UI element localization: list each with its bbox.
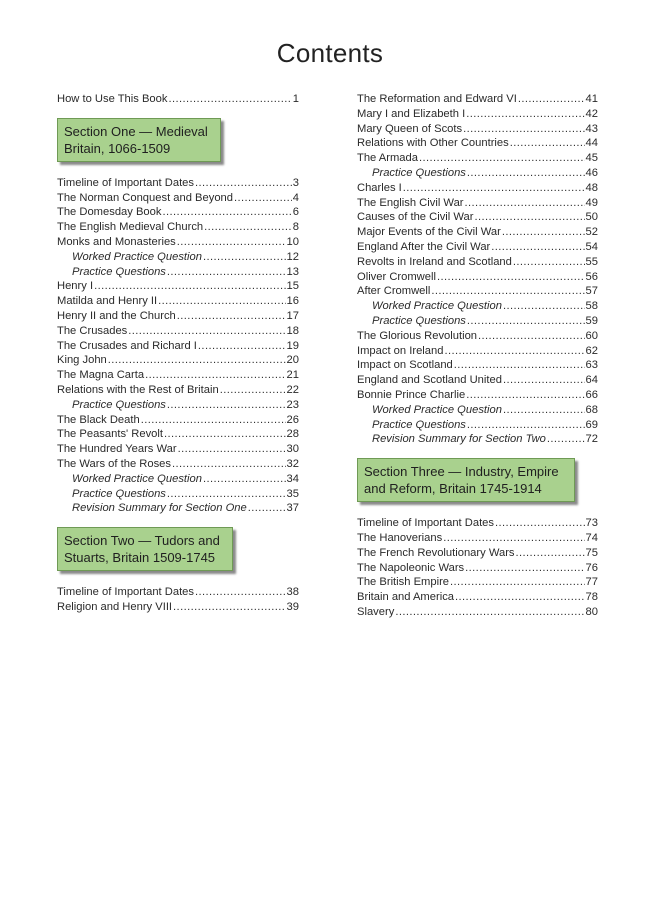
leader-dots xyxy=(203,472,286,487)
leader-dots xyxy=(248,501,286,516)
leader-dots xyxy=(463,122,584,137)
contents-entry xyxy=(357,403,598,418)
leader-dots xyxy=(141,413,286,428)
contents-entry xyxy=(57,413,299,428)
entry-title: Matilda and Henry II xyxy=(57,295,158,308)
section-two-heading: Section Two — Tudors and Stuarts, Britain 1509-1745 xyxy=(57,527,233,571)
leader-dots xyxy=(403,181,585,196)
leader-dots xyxy=(167,487,286,502)
contents-entry xyxy=(357,344,598,359)
contents-entry xyxy=(57,309,299,324)
leader-dots xyxy=(444,344,584,359)
contents-entry xyxy=(357,196,598,211)
leader-dots xyxy=(204,220,292,235)
entry-page-number: 48 xyxy=(585,181,598,194)
intro-list xyxy=(57,92,299,107)
entry-page-number: 73 xyxy=(585,517,598,530)
contents-entry xyxy=(57,472,299,487)
contents-entry xyxy=(357,240,598,255)
entry-page-number: 30 xyxy=(286,443,299,456)
entry-page-number: 35 xyxy=(286,487,299,500)
leader-dots xyxy=(158,294,285,309)
entry-title: The Crusades and Richard I xyxy=(57,339,197,352)
entry-page-number: 62 xyxy=(585,344,598,357)
entry-page-number: 55 xyxy=(585,255,598,268)
contents-entry xyxy=(357,210,598,225)
entry-page-number: 72 xyxy=(585,433,598,446)
contents-entry xyxy=(57,442,299,457)
leader-dots xyxy=(503,373,585,388)
entry-title: Henry I xyxy=(57,280,94,293)
entry-title: Revision Summary for Section One xyxy=(72,502,247,515)
contents-entry xyxy=(357,284,598,299)
contents-entry xyxy=(57,353,299,368)
leader-dots xyxy=(466,388,584,403)
contents-entry xyxy=(357,388,598,403)
contents-entry xyxy=(357,575,598,590)
entry-title: Impact on Ireland xyxy=(357,344,444,357)
contents-entry xyxy=(357,92,598,107)
entry-page-number: 59 xyxy=(585,314,598,327)
entry-title: Revolts in Ireland and Scotland xyxy=(357,255,512,268)
contents-entry xyxy=(357,531,598,546)
leader-dots xyxy=(502,225,585,240)
leader-dots xyxy=(203,250,286,265)
entry-title: Worked Practice Question xyxy=(372,300,502,313)
leader-dots xyxy=(516,546,585,561)
entry-title: Britain and America xyxy=(357,591,455,604)
entry-page-number: 58 xyxy=(585,300,598,313)
entry-title: England and Scotland United xyxy=(357,374,502,387)
entry-page-number: 13 xyxy=(286,265,299,278)
contents-entry xyxy=(357,166,598,181)
entry-page-number: 64 xyxy=(585,374,598,387)
entry-title: Timeline of Important Dates xyxy=(57,586,194,599)
leader-dots xyxy=(195,176,292,191)
leader-dots xyxy=(419,151,585,166)
page-title: Contents xyxy=(276,38,384,68)
leader-dots xyxy=(495,516,585,531)
entry-title: The Hundred Years War xyxy=(57,443,177,456)
leader-dots xyxy=(547,432,585,447)
leader-dots xyxy=(145,368,285,383)
contents-entry xyxy=(357,590,598,605)
entry-page-number: 32 xyxy=(286,457,299,470)
contents-entry xyxy=(57,457,299,472)
entry-title: Timeline of Important Dates xyxy=(357,517,494,530)
contents-entry xyxy=(357,546,598,561)
entry-title: The Crusades xyxy=(57,324,128,337)
entry-page-number: 3 xyxy=(292,176,299,189)
contents-entry xyxy=(357,358,598,373)
entry-title: Practice Questions xyxy=(72,487,166,500)
leader-dots xyxy=(164,427,286,442)
leader-dots xyxy=(220,383,286,398)
entry-title: Practice Questions xyxy=(372,314,466,327)
entry-page-number: 6 xyxy=(292,206,299,219)
leader-dots xyxy=(431,284,584,299)
contents-entry xyxy=(57,176,299,191)
contents-entry xyxy=(357,329,598,344)
contents-entry xyxy=(357,373,598,388)
contents-entry xyxy=(57,368,299,383)
entry-page-number: 4 xyxy=(292,191,299,204)
entry-page-number: 42 xyxy=(585,107,598,120)
leader-dots xyxy=(467,418,585,433)
entry-title: The English Civil War xyxy=(357,196,464,209)
entry-title: The Domesday Book xyxy=(57,206,162,219)
leader-dots xyxy=(177,309,286,324)
leader-dots xyxy=(503,299,585,314)
entry-page-number: 56 xyxy=(585,270,598,283)
contents-entry xyxy=(357,299,598,314)
entry-title: Oliver Cromwell xyxy=(357,270,436,283)
contents-entry xyxy=(57,235,299,250)
leader-dots xyxy=(395,605,584,620)
entry-page-number: 46 xyxy=(585,166,598,179)
leader-dots xyxy=(195,585,286,600)
entry-title: Bonnie Prince Charlie xyxy=(357,388,466,401)
entry-title: Practice Questions xyxy=(72,265,166,278)
section-one-heading: Section One — Medieval Britain, 1066-1509 xyxy=(57,118,221,162)
leader-dots xyxy=(466,107,584,122)
contents-entry xyxy=(357,432,598,447)
contents-entry xyxy=(57,339,299,354)
entry-page-number: 44 xyxy=(585,137,598,150)
contents-entry xyxy=(57,205,299,220)
entry-title: England After the Civil War xyxy=(357,240,491,253)
contents-entry xyxy=(57,92,299,107)
entry-title: The Reformation and Edward VI xyxy=(357,93,517,105)
entry-title: The Black Death xyxy=(57,413,140,426)
contents-entry xyxy=(357,255,598,270)
contents-entry xyxy=(57,383,299,398)
entry-page-number: 12 xyxy=(286,250,299,263)
leader-dots xyxy=(94,279,285,294)
section-one-list xyxy=(57,176,299,516)
entry-page-number: 69 xyxy=(585,418,598,431)
contents-entry xyxy=(57,585,299,600)
leader-dots xyxy=(167,265,286,280)
contents-entry xyxy=(57,265,299,280)
entry-page-number: 34 xyxy=(286,472,299,485)
contents-entry xyxy=(357,516,598,531)
entry-page-number: 16 xyxy=(286,295,299,308)
entry-title: Relations with the Rest of Britain xyxy=(57,383,219,396)
entry-page-number: 54 xyxy=(585,240,598,253)
entry-page-number: 77 xyxy=(585,576,598,589)
entry-page-number: 50 xyxy=(585,211,598,224)
entry-title: Henry II and the Church xyxy=(57,309,176,322)
entry-title: The Glorious Revolution xyxy=(357,329,478,342)
contents-entry xyxy=(357,561,598,576)
entry-title: The Magna Carta xyxy=(57,369,145,382)
entry-title: The Hanoverians xyxy=(357,531,443,544)
contents-entry xyxy=(57,250,299,265)
section-three-list xyxy=(357,516,598,620)
leader-dots xyxy=(465,561,584,576)
contents-entry xyxy=(357,225,598,240)
contents-entry xyxy=(357,270,598,285)
entry-page-number: 39 xyxy=(286,600,299,613)
entry-title: Causes of the Civil War xyxy=(357,211,474,224)
leader-dots xyxy=(168,92,291,107)
entry-page-number: 49 xyxy=(585,196,598,209)
entry-title: The Napoleonic Wars xyxy=(357,561,465,574)
entry-page-number: 45 xyxy=(585,152,598,165)
entry-page-number: 43 xyxy=(585,122,598,135)
entry-title: The Norman Conquest and Beyond xyxy=(57,191,234,204)
contents-entry xyxy=(57,220,299,235)
entry-page-number: 20 xyxy=(286,354,299,367)
leader-dots xyxy=(510,136,585,151)
leader-dots xyxy=(450,575,585,590)
leader-dots xyxy=(503,403,585,418)
contents-entry xyxy=(57,501,299,516)
leader-dots xyxy=(474,210,584,225)
entry-page-number: 76 xyxy=(585,561,598,574)
entry-page-number: 60 xyxy=(585,329,598,342)
contents-entry xyxy=(57,398,299,413)
entry-title: Revision Summary for Section Two xyxy=(372,433,546,446)
contents-entry xyxy=(357,181,598,196)
leader-dots xyxy=(513,255,585,270)
entry-title: Monks and Monasteries xyxy=(57,235,176,248)
contents-entry xyxy=(357,314,598,329)
leader-dots xyxy=(198,339,286,354)
contents-entry xyxy=(357,136,598,151)
entry-page-number: 68 xyxy=(585,403,598,416)
contents-entry xyxy=(57,191,299,206)
entry-title: Charles I xyxy=(357,181,402,194)
entry-title: Practice Questions xyxy=(372,418,466,431)
entry-title: Relations with Other Countries xyxy=(357,137,509,150)
entry-page-number: 66 xyxy=(585,388,598,401)
entry-page-number: 23 xyxy=(286,398,299,411)
entry-title: Mary Queen of Scots xyxy=(357,122,463,135)
leader-dots xyxy=(177,235,286,250)
leader-dots xyxy=(437,270,585,285)
entry-title: Worked Practice Question xyxy=(72,472,202,485)
entry-title: The Peasants' Revolt xyxy=(57,428,163,441)
section-three-heading: Section Three — Industry, Empire and Reform, Britain 1745-1914 xyxy=(357,458,575,502)
entry-page-number: 41 xyxy=(585,93,598,105)
leader-dots xyxy=(467,166,585,181)
entry-title: After Cromwell xyxy=(357,285,431,298)
entry-title: Major Events of the Civil War xyxy=(357,226,501,239)
leader-dots xyxy=(128,324,285,339)
leader-dots xyxy=(172,457,286,472)
entry-page-number: 52 xyxy=(585,226,598,239)
contents-entry xyxy=(357,605,598,620)
entry-page-number: 18 xyxy=(286,324,299,337)
entry-page-number: 1 xyxy=(292,93,299,105)
leader-dots xyxy=(491,240,584,255)
leader-dots xyxy=(443,531,584,546)
entry-title: Religion and Henry VIII xyxy=(57,600,173,613)
leader-dots xyxy=(465,196,585,211)
entry-title: Practice Questions xyxy=(72,398,166,411)
entry-title: Timeline of Important Dates xyxy=(57,176,194,189)
entry-page-number: 21 xyxy=(286,369,299,382)
contents-entry xyxy=(357,418,598,433)
entry-page-number: 8 xyxy=(292,221,299,234)
entry-page-number: 19 xyxy=(286,339,299,352)
leader-dots xyxy=(455,590,585,605)
entry-page-number: 75 xyxy=(585,546,598,559)
leader-dots xyxy=(173,600,286,615)
entry-page-number: 26 xyxy=(286,413,299,426)
contents-left-column xyxy=(57,92,299,615)
entry-page-number: 57 xyxy=(585,285,598,298)
contents-entry xyxy=(57,294,299,309)
entry-title: The British Empire xyxy=(357,576,450,589)
contents-entry xyxy=(57,279,299,294)
entry-page-number: 15 xyxy=(286,280,299,293)
contents-entry xyxy=(57,487,299,502)
entry-page-number: 37 xyxy=(286,502,299,515)
entry-title: King John xyxy=(57,354,107,367)
contents-entry xyxy=(357,122,598,137)
entry-title: How to Use This Book xyxy=(57,93,168,105)
leader-dots xyxy=(162,205,291,220)
entry-page-number: 38 xyxy=(286,586,299,599)
entry-page-number: 78 xyxy=(585,591,598,604)
entry-page-number: 74 xyxy=(585,531,598,544)
entry-title: The French Revolutionary Wars xyxy=(357,546,515,559)
entry-page-number: 17 xyxy=(286,309,299,322)
contents-entry xyxy=(357,107,598,122)
section-two-list xyxy=(57,585,299,615)
section-two-continued-list xyxy=(357,92,598,447)
contents-entry xyxy=(357,151,598,166)
leader-dots xyxy=(167,398,286,413)
leader-dots xyxy=(518,92,585,107)
entry-title: The Wars of the Roses xyxy=(57,457,171,470)
contents-entry xyxy=(57,324,299,339)
leader-dots xyxy=(454,358,585,373)
entry-title: Mary I and Elizabeth I xyxy=(357,107,466,120)
entry-title: Worked Practice Question xyxy=(372,403,502,416)
entry-title: Practice Questions xyxy=(372,166,466,179)
contents-right-column xyxy=(357,92,598,620)
leader-dots xyxy=(234,191,292,206)
entry-page-number: 10 xyxy=(286,235,299,248)
leader-dots xyxy=(178,442,286,457)
entry-title: The English Medieval Church xyxy=(57,221,204,234)
entry-title: Impact on Scotland xyxy=(357,359,453,372)
entry-page-number: 22 xyxy=(286,383,299,396)
leader-dots xyxy=(108,353,286,368)
entry-page-number: 80 xyxy=(585,605,598,618)
contents-entry xyxy=(57,427,299,442)
leader-dots xyxy=(478,329,585,344)
entry-page-number: 28 xyxy=(286,428,299,441)
leader-dots xyxy=(467,314,585,329)
entry-page-number: 63 xyxy=(585,359,598,372)
entry-title: The Armada xyxy=(357,152,418,165)
entry-title: Slavery xyxy=(357,605,395,618)
entry-title: Worked Practice Question xyxy=(72,250,202,263)
contents-entry xyxy=(57,600,299,615)
